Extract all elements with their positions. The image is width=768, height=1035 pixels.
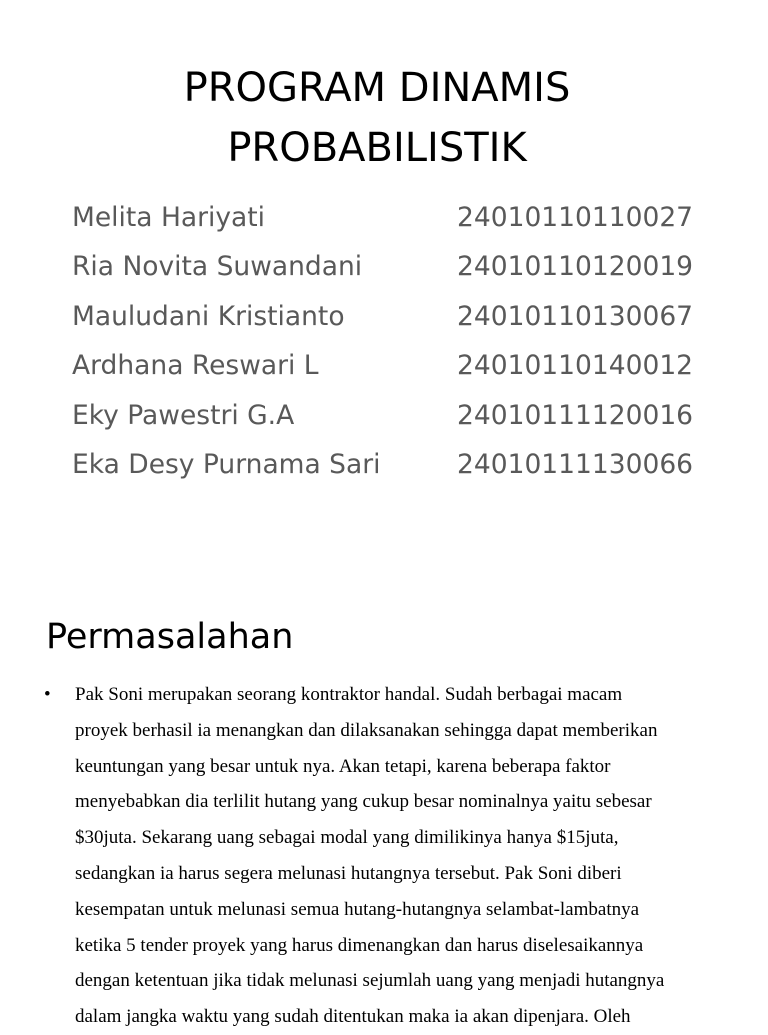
paragraph-line: kesempatan untuk melunasi semua hutang-hutangnya selambat-lambatnya (75, 898, 640, 920)
member-row (72, 391, 732, 440)
paragraph-line: Pak Soni merupakan seorang kontraktor handal. Sudah berbagai macam (75, 684, 623, 705)
bullet-icon: • (44, 684, 51, 705)
member-id: 24010110110027 (457, 202, 694, 233)
paragraph-line: $30juta. Sekarang uang sebagai modal yang dimilikinya hanya $15juta, (75, 827, 619, 849)
slide-title-line-1: PROGRAM DINAMIS (183, 65, 571, 111)
member-row (72, 440, 732, 489)
problem-paragraph (75, 677, 765, 1035)
paragraph-line: sedangkan ia harus segera melunasi hutangnya tersebut. Pak Soni diberi (75, 862, 622, 884)
member-name: Mauludani Kristianto (72, 300, 345, 332)
member-name: Ria Novita Suwandani (72, 251, 363, 283)
member-name: Melita Hariyati (72, 202, 266, 233)
paragraph-line: dengan ketentuan jika tidak melunasi sejumlah uang yang menjadi hutangnya (75, 970, 665, 992)
member-name: Eka Desy Purnama Sari (72, 448, 381, 480)
member-name: Ardhana Reswari L (72, 350, 319, 382)
member-row (72, 341, 732, 390)
slide-title-line-2: PROBABILISTIK (227, 125, 527, 171)
member-id: 24010111120016 (457, 399, 694, 431)
member-row (72, 193, 732, 242)
member-name: Eky Pawestri G.A (72, 399, 295, 431)
section-heading: Permasalahan (46, 617, 294, 657)
member-row (72, 242, 732, 291)
member-id: 24010110140012 (457, 350, 694, 382)
paragraph-line: menyebabkan dia terlilit hutang yang cukup besar nominalnya yaitu sebesar (75, 791, 652, 813)
paragraph-line: dalam jangka waktu yang sudah ditentukan maka ia akan dipenjara. Oleh (75, 1006, 631, 1028)
slide-title (0, 58, 754, 178)
member-id: 24010110130067 (457, 300, 694, 332)
paragraph-line: keuntungan yang besar untuk nya. Akan tetapi, karena beberapa faktor (75, 755, 611, 777)
member-id: 24010111130066 (457, 448, 694, 480)
paragraph-line: ketika 5 tender proyek yang harus dimenangkan dan harus diselesaikannya (75, 934, 644, 956)
paragraph-line: proyek berhasil ia menangkan dan dilaksanakan sehingga dapat memberikan (75, 719, 658, 741)
member-row (72, 292, 732, 341)
member-list (72, 193, 732, 489)
member-id: 24010110120019 (457, 251, 694, 283)
